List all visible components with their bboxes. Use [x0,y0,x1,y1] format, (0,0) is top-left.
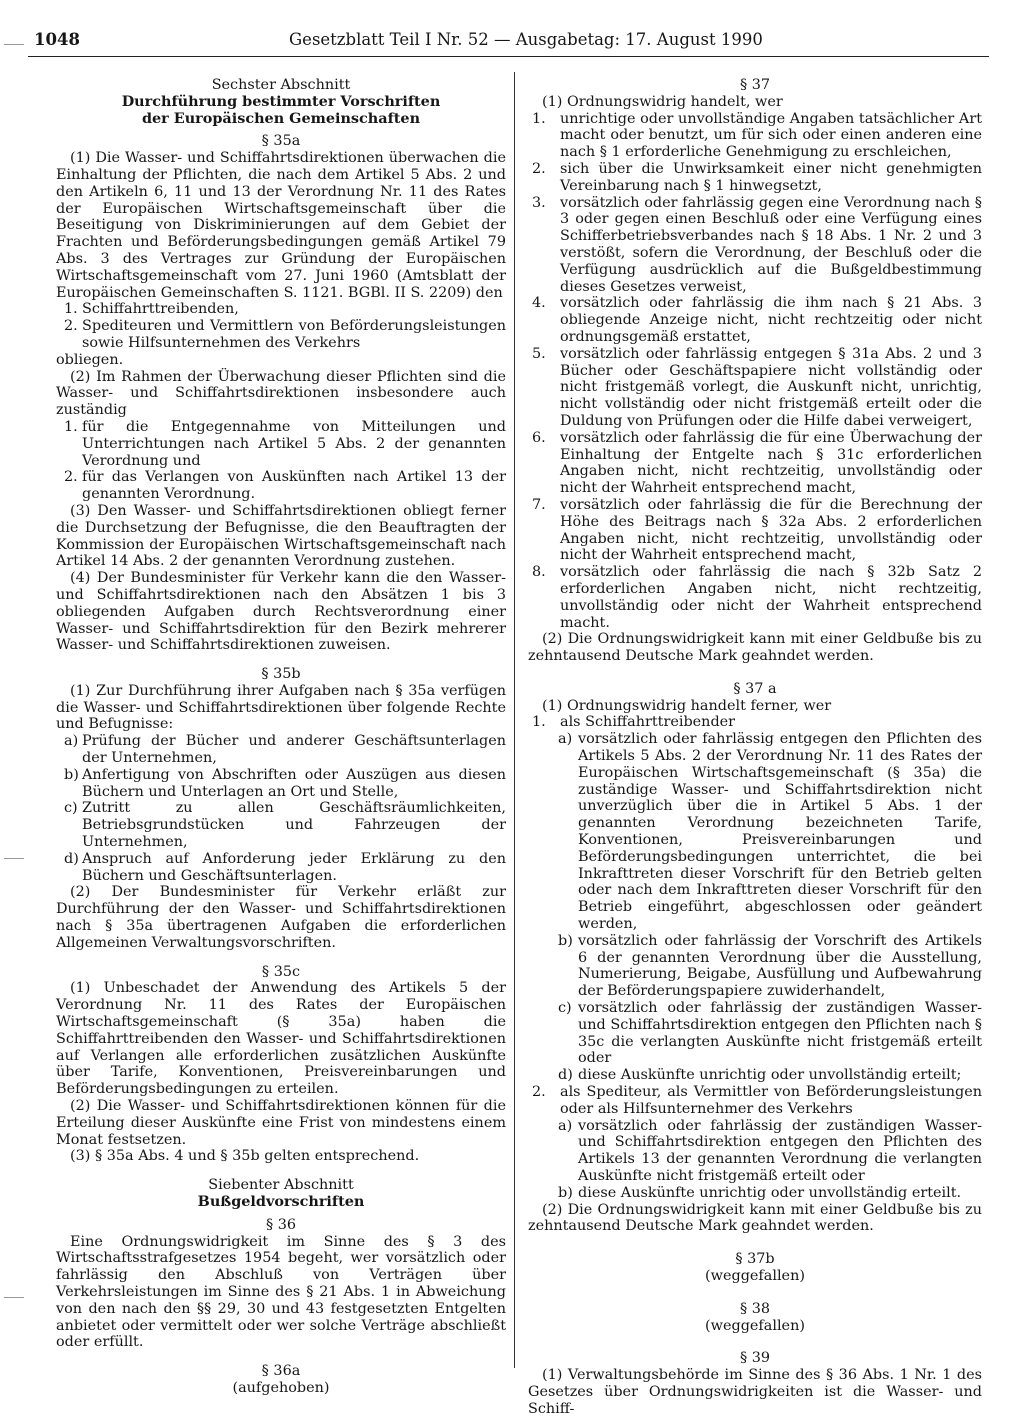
sub-list-item [528,933,982,1000]
item-text: diese Auskünfte unrichtig oder unvollständig erteilt. [578,1184,962,1201]
paragraph: (1) Verwaltungsbehörde im Sinne des § 36 Abs. 1 Nr. 1 des Gesetzes über Ordnungswidrigkeiten ist die Wasser- und Schiff- [528,1367,982,1417]
item-text: Anfertigung von Abschriften oder Auszügen aus diesen Büchern und Unterlagen an Ort und Stelle, [82,766,506,800]
paragraph: (2) Die Ordnungswidrigkeit kann mit einer Geldbuße bis zu zehntausend Deutsche Mark geahndet werden. [528,1201,982,1235]
item-number: 2. [532,1084,546,1101]
section-heading: § 36a [261,1363,301,1380]
list-item [56,800,506,850]
section-heading: § 36 [265,1216,297,1233]
sub-list-item [528,731,982,933]
scan-margin-mark [4,858,24,859]
paragraph: (2) Im Rahmen der Überwachung dieser Pflichten sind die Wasser- und Schiffahrtsdirektionen insbesondere auch zuständig [56,368,506,419]
paragraph: (1) Zur Durchführung ihrer Aufgaben nach § 35a verfügen die Wasser- und Schiffahrtsdirektionen über folgende Rechte und Befugnisse: [56,682,506,733]
paragraph: (3) § 35a Abs. 4 und § 35b gelten entsprechend. [70,1148,420,1165]
item-letter: b) [558,1184,573,1201]
list-item [56,469,506,503]
section-heading: § 37 a [733,680,777,697]
abschnitt-label: Siebenter Abschnitt [208,1177,354,1194]
list-item [528,497,982,564]
item-number: 2. [64,318,78,335]
section-heading: § 37b [735,1251,775,1268]
paragraph: (2) Die Wasser- und Schiffahrtsdirektionen können für die Erteilung dieser Auskünfte eine Frist von mindestens einem Monat festsetzen. [56,1098,506,1148]
item-letter: a) [558,731,573,748]
item-text: als Schiffahrttreibender [560,714,736,731]
list-item [528,714,982,731]
item-letter: d) [558,1067,573,1084]
item-number: 1. [532,714,546,731]
item-text: vorsätzlich oder fahrlässig der Vorschrift des Artikels 6 der genannten Verordnung über die Ausstellung, Numerierung, Beigabe, Ausfüllung und Aufbewahrung der Beförderungspapiere zuwiderhandelt, [578,932,982,1000]
section-heading: § 35a [261,133,301,150]
item-text: für die Entgegennahme von Mitteilungen und Unterrichtungen nach Artikel 5 Abs. 2 der genannten Verordnung und [82,418,506,469]
page-number: 1048 [34,30,80,49]
list-item [528,195,982,296]
item-text: Prüfung der Bücher und anderer Geschäftsunterlagen der Unternehmen, [82,733,506,767]
section-status: (aufgehoben) [232,1379,330,1396]
sub-list-item [528,1118,982,1185]
list-item [56,851,506,885]
section-heading: § 37 [739,77,771,93]
sub-list-item [528,1067,982,1084]
item-text: vorsätzlich oder fahrlässig der zuständigen Wasser- und Schiffahrtsdirektion entgegen den Pflichten des Artikels 13 der genannten Verordnung die verlangten Auskünfte nicht fristgemäß erteilt oder [578,1117,982,1184]
abschnitt-title: Durchführung bestimmter Vorschriften [121,92,441,110]
list-item [56,301,506,318]
item-number: 2. [532,160,546,177]
item-text: Schiffahrttreibenden, [82,301,239,318]
item-letter: a) [558,1117,573,1134]
item-text: vorsätzlich oder fahrlässig die nach § 32b Satz 2 erforderlichen Angaben nicht, nicht rechtzeitig, unvollständig oder nicht der Wahrheit entsprechend macht. [560,564,982,631]
list-item [528,564,982,631]
item-text: Spediteuren und Vermittlern von Beförderungsleistungen sowie Hilfsunternehmen des Verkehrs [82,318,506,351]
paragraph: (2) Der Bundesminister für Verkehr erläßt zur Durchführung der den Wasser- und Schiffahrtsdirektionen nach § 35a übertragenen Aufgaben die erforderlichen Allgemeinen Verwaltungsvorschriften. [56,884,506,951]
item-text: vorsätzlich oder fahrlässig entgegen den Pflichten des Artikels 5 Abs. 2 der Verordnung Nr. 11 des Rates der Europäischen Wirtschaftsgemeinschaft (§ 35a) die zuständige Wasser- und Schiffahrtsdirektion nicht unverzüglich über die in Artikel 5 Abs. 1 der genannten Verordnung bezeichneten Tarife, Konventionen, Preisvereinbarungen und Beförderungsbedingungen unterrichtet, die bei Inkrafttreten dieser Vorschrift für den Betrieb gelten oder nach dem Inkrafttreten dieser Vorschrift für den Betrieb eingeführt, abgeschlossen oder geändert werden, [578,731,982,933]
item-text: diese Auskünfte unrichtig oder unvollständig erteilt; [578,1067,962,1084]
list-item [56,767,506,801]
abschnitt-title: Bußgeldvorschriften [197,1193,365,1210]
item-text: unrichtige oder unvollständige Angaben tatsächlicher Art macht oder benutzt, um für sich oder einen anderen eine nach § 1 erforderliche Genehmigung zu erschleichen, [560,110,982,161]
right-column [528,77,982,1418]
item-text: für das Verlangen von Auskünften nach Artikel 13 der genannten Verordnung. [82,469,506,503]
item-text: Zutritt zu allen Geschäftsräumlichkeiten, Betriebsgrundstücken und Fahrzeugen der Unternehmen, [82,800,506,851]
paragraph: (4) Der Bundesminister für Verkehr kann die den Wasser- und Schiffahrtsdirektionen nach den Absätzen 1 bis 3 obliegenden Aufgaben durch Rechtsverordnung einer Wasser- und Schiffahrtsdirektion für den Bezirk mehrerer Wasser- und Schiffahrtsdirektionen zuweisen. [56,570,506,654]
paragraph: (3) Den Wasser- und Schiffahrtsdirektionen obliegt ferner die Durchsetzung der Befugnisse, die den Beauftragten der Kommission der Europäischen Wirtschaftsgemeinschaft nach Artikel 14 Abs. 2 der genannten Verordnung zustehen. [56,502,506,570]
item-text: vorsätzlich oder fahrlässig die ihm nach § 21 Abs. 3 obliegende Anzeige nicht, nicht rechtzeitig oder nicht ordnungsgemäß erstattet, [560,295,982,345]
paragraph-end: obliegen. [56,351,124,368]
item-number: 1. [64,301,78,318]
item-number: 7. [532,496,546,513]
item-text: vorsätzlich oder fahrlässig entgegen § 31a Abs. 2 und 3 Bücher oder Geschäftspapiere nicht vollständig oder nicht fristgemäß vorlegt, die Auskunft nicht, unrichtig, nicht vollständig oder nicht fristgemäß erteilt oder die Duldung von Prüfungen oder die Hilfe dabei verweigert, [560,345,982,429]
item-number: 1. [532,110,546,127]
item-number: c) [64,800,78,817]
section-heading: § 35c [261,963,301,980]
scan-margin-mark [4,44,24,45]
scan-margin-mark [4,1297,24,1298]
item-text: vorsätzlich oder fahrlässig gegen eine Verordnung nach § 3 oder gegen einen Beschluß oder eine Verfügung eines Schifferbetriebsverbandes nach § 18 Abs. 1 Nr. 2 und 3 verstößt, sofern die Verordnung, der Beschluß oder die Verfügung ausdrücklich auf die Bußgeldbestimmung dieses Gesetzes verweist, [560,194,982,295]
item-text: vorsätzlich oder fahrlässig die für eine Überwachung der Einhaltung der Entgelte nach § 31c erforderlichen Angaben nicht, nicht rechtzeitig, unvollständig oder nicht der Wahrheit entsprechend macht, [560,429,982,497]
item-number: 1. [64,418,78,435]
item-text: Anspruch auf Anforderung jeder Erklärung zu den Büchern und Geschäftsunterlagen. [82,850,506,884]
item-letter: c) [558,1000,572,1017]
list-item [56,733,506,767]
item-text: vorsätzlich oder fahrlässig die für die Berechnung der Höhe des Beitrags nach § 32a Abs. 2 erforderlichen Angaben nicht, nicht rechtzeitig, unvollständig oder nicht der Wahrheit entsprechend macht, [560,496,982,564]
item-text: als Spediteur, als Vermittler von Beförderungsleistungen oder als Hilfsunternehmer des Verkehrs [560,1084,982,1117]
list-item [528,430,982,497]
item-number: 4. [532,295,546,312]
column-divider [514,72,515,1368]
item-number: 6. [532,429,546,446]
paragraph: (1) Die Wasser- und Schiffahrtsdirektionen überwachen die Einhaltung der Pflichten, die nach dem Artikel 5 Abs. 2 und den Artikeln 6, 11 und 13 der Verordnung Nr. 11 des Rates der Europäischen Wirtschaftsgemeinschaft über die Beseitigung von Diskriminierungen auf dem Gebiet der Frachten und Beförderungsbedingungen gemäß Artikel 79 Abs. 3 des Vertrages zur Gründung der Europäischen Wirtschaftsgemeinschaft vom 27. Juni 1960 (Amtsblatt der Europäischen Gemeinschaften S. 1121. BGBl. II S. 2209) den [56,150,506,301]
paragraph: (1) Ordnungswidrig handelt, wer [542,93,783,110]
list-item [56,419,506,469]
item-number: 8. [532,564,546,581]
sub-list-item [528,1185,982,1202]
item-number: b) [64,766,79,783]
paragraph: (1) Ordnungswidrig handelt ferner, wer [542,697,832,714]
item-text: vorsätzlich oder fahrlässig der zuständigen Wasser- und Schiffahrtsdirektion entgegen den Pflichten nach § 35c die verlangten Auskünfte nicht fristgemäß erteilt oder [578,1000,982,1067]
sub-list-item [528,1000,982,1067]
item-number: a) [64,733,79,750]
section-heading: § 38 [739,1300,771,1317]
paragraph: Eine Ordnungswidrigkeit im Sinne des § 3 des Wirtschaftsstrafgesetzes 1954 begeht, wer vorsätzlich oder fahrlässig den Abschluß von Verträgen über Verkehrsleistungen im Sinne des § 21 Abs. 1 in Abweichung von den nach den §§ 29, 30 und 43 festgesetzten Entgelten anbietet oder vermittelt oder wer solche Verträge abschließt oder erfüllt. [56,1233,506,1351]
item-text: sich über die Unwirksamkeit einer nicht genehmigten Vereinbarung nach § 1 hinwegsetzt, [560,160,982,194]
item-number: 5. [532,345,546,362]
item-number: 3. [532,194,546,211]
section-heading: § 39 [739,1350,771,1367]
section-status: (weggefallen) [705,1267,805,1284]
list-item [528,1084,982,1118]
paragraph: (2) Die Ordnungswidrigkeit kann mit einer Geldbuße bis zu zehntausend Deutsche Mark geahndet werden. [528,631,982,665]
item-letter: b) [558,932,573,949]
section-status: (weggefallen) [705,1317,805,1334]
header-rule [28,56,989,57]
list-item [528,295,982,345]
abschnitt-label: Sechster Abschnitt [211,77,351,93]
list-item [56,318,506,352]
item-number: d) [64,850,79,867]
list-item [528,346,982,430]
left-column [56,77,506,1397]
list-item [528,111,982,161]
running-title: Gesetzblatt Teil I Nr. 52 — Ausgabetag: 17. August 1990 [289,30,763,49]
page-header [34,30,969,54]
abschnitt-title: der Europäischen Gemeinschaften [141,109,421,127]
paragraph: (1) Unbeschadet der Anwendung des Artikels 5 der Verordnung Nr. 11 des Rates der Europäischen Wirtschaftsgemeinschaft (§ 35a) haben die Schiffahrttreibenden den Wasser- und Schiffahrtsdirektionen auf Verlangen alle erforderlichen zusätzlichen Auskünfte über Tarife, Konventionen, Preisvereinbarungen und Beförderungsbedingungen zu erteilen. [56,980,506,1098]
section-heading: § 35b [261,666,301,683]
list-item [528,161,982,195]
item-number: 2. [64,469,78,486]
